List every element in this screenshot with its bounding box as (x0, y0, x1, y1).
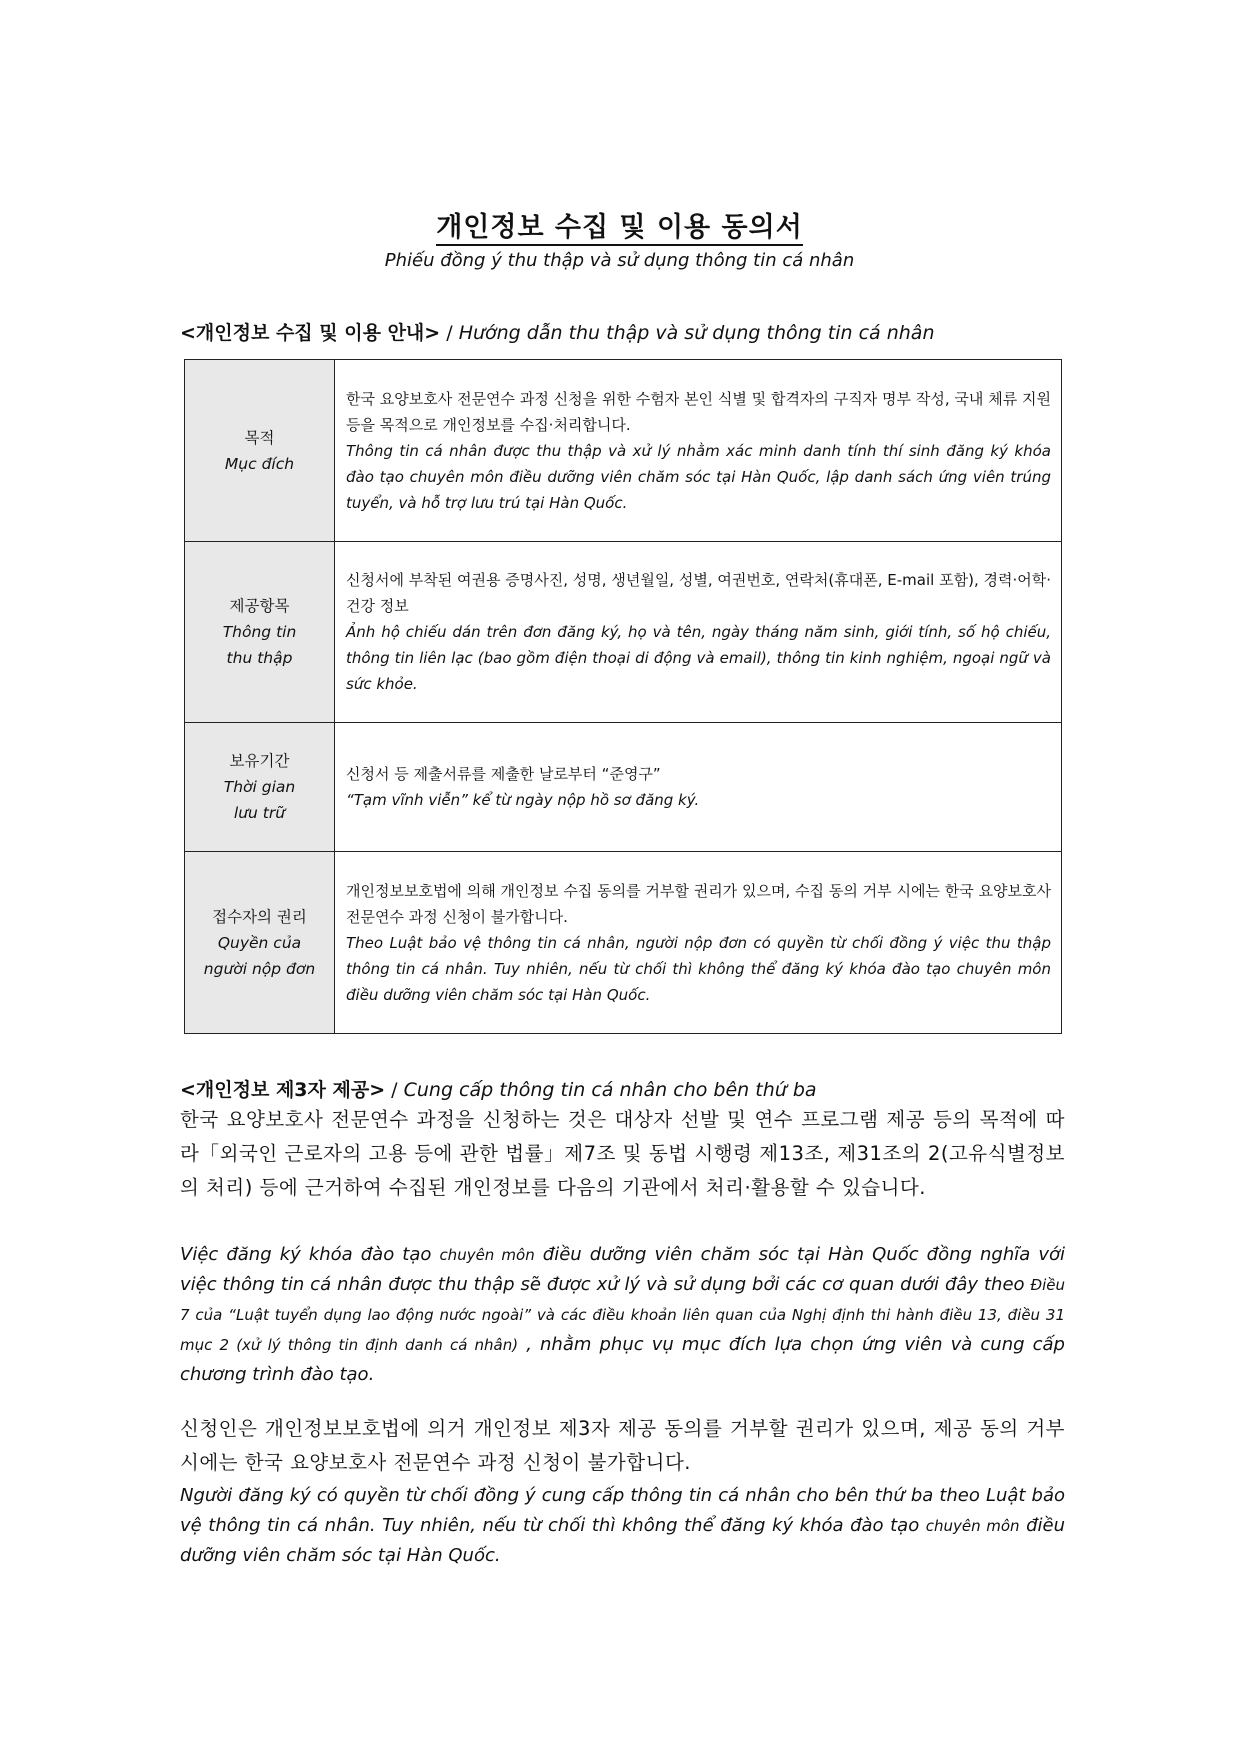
content-ko: 개인정보보호법에 의해 개인정보 수집 동의를 거부할 권리가 있으며, 수집 동의 거부 시에는 한국 요양보호사 전문연수 과정 신청이 불가합니다. (346, 881, 1051, 926)
row-label-retention (185, 723, 335, 852)
para2-vi-part-c: điều dưỡng viên chăm sóc tại Hàn Quốc. (180, 1515, 1066, 1566)
para1-vi-part-c: điều dưỡng viên chăm sóc tại Hàn Quốc đồng nghĩa với việc thông tin cá nhân được thu thập sẽ được xử lý và sử dụng bởi các cơ quan dưới đây theo (180, 1244, 1065, 1295)
row-content-retention (335, 723, 1062, 852)
heading-separator: / (440, 322, 459, 344)
third-party-paragraph-vi (180, 1240, 1065, 1390)
label-vi: Thời gian lưu trữ (223, 778, 296, 822)
document-subtitle: Phiếu đồng ý thu thập và sử dụng thông tin cá nhân (384, 250, 855, 271)
document-title (0, 205, 1239, 244)
section-heading-vi: Hướng dẫn thu thập và sử dụng thông tin cá nhân (458, 322, 935, 344)
label-ko: 제공항목 (229, 597, 290, 615)
row-content-items (335, 542, 1062, 723)
label-vi: Quyền của người nộp đơn (203, 933, 316, 978)
section-heading-vi: Cung cấp thông tin cá nhân cho bên thứ ba (403, 1079, 817, 1101)
section-heading-collection (180, 318, 935, 345)
third-party-paragraph-ko: 한국 요양보호사 전문연수 과정을 신청하는 것은 대상자 선발 및 연수 프로그램 제공 등의 목적에 따라「외국인 근로자의 고용 등에 관한 법률」제7조 및 동법 시행령 제13조, 제31조의 2(고유식별정보의 처리) 등에 근거하여 수집된 개인정보를 다음의 기관에서 처리·활용할 수 있습니다. (180, 1108, 1065, 1199)
label-vi: Thông tin thu thập (222, 623, 297, 667)
label-ko: 목적 (244, 428, 275, 447)
label-ko: 접수자의 권리 (212, 907, 307, 926)
row-content-rights (335, 852, 1062, 1034)
content-ko: 신청서에 부착된 여권용 증명사진, 성명, 생년월일, 성별, 여권번호, 연락처(휴대폰, E-mail 포함), 경력·어학·건강 정보 (346, 571, 1051, 615)
para1-vi-part-d: Điều 7 của “Luật tuyển dụng lao động nước ngoài” và các điều khoản liên quan của Nghị định thi hành điều 13, điều 31 mục 2 (xử lý thông tin định danh cá nhân) (180, 1276, 1065, 1354)
section-heading-ko: <개인정보 수집 및 이용 안내> (180, 322, 441, 344)
content-vi: Ảnh hộ chiếu dán trên đơn đăng ký, họ và tên, ngày tháng năm sinh, giới tính, số hộ chiếu, thông tin liên lạc (bao gồm điện thoại di động và email), thông tin kinh nghiệm, ngoại ngữ và sức khỏe. (346, 623, 1051, 693)
content-vi: “Tạm vĩnh viễn” kể từ ngày nộp hồ sơ đăng ký. (346, 791, 700, 809)
heading-separator: / (385, 1079, 404, 1101)
table-row-rights (185, 852, 1062, 1034)
label-ko: 보유기간 (229, 752, 290, 770)
table-row-items (185, 542, 1062, 723)
para1-vi-part-a: Việc đăng ký khóa đào tạo (180, 1244, 440, 1265)
table-row-purpose (185, 360, 1062, 542)
section-heading-third-party (180, 1075, 817, 1102)
content-ko: 신청서 등 제출서류를 제출한 날로부터 “준영구” (346, 765, 661, 783)
row-label-purpose (185, 360, 335, 542)
section-heading-ko: <개인정보 제3자 제공> (180, 1079, 386, 1101)
row-content-purpose (335, 360, 1062, 542)
content-vi: Theo Luật bảo vệ thông tin cá nhân, người nộp đơn có quyền từ chối đồng ý việc thu thập thông tin cá nhân. Tuy nhiên, nếu từ chối thì không thể đăng ký khóa đào tạo chuyên môn điều dưỡng viên chăm sóc tại Hàn Quốc. (346, 933, 1051, 1004)
content-ko: 한국 요양보호사 전문연수 과정 신청을 위한 수험자 본인 식별 및 합격자의 구직자 명부 작성, 국내 체류 지원 등을 목적으로 개인정보를 수집·처리합니다. (346, 389, 1051, 434)
table-row-retention (185, 723, 1062, 852)
refusal-paragraph-vi (180, 1481, 1065, 1571)
para2-vi-part-b: chuyên môn (925, 1517, 1020, 1535)
para1-vi-part-e: , nhằm phục vụ mục đích lựa chọn ứng viên và cung cấp chương trình đào tạo. (180, 1334, 1065, 1385)
row-label-items (185, 542, 335, 723)
para2-vi-part-a: Người đăng ký có quyền từ chối đồng ý cung cấp thông tin cá nhân cho bên thứ ba theo Luật bảo vệ thông tin cá nhân. Tuy nhiên, nếu từ chối thì không thể đăng ký khóa đào tạo (180, 1485, 1065, 1536)
row-label-rights (185, 852, 335, 1034)
collection-info-table (184, 359, 1062, 1034)
refusal-paragraph-ko: 신청인은 개인정보보호법에 의거 개인정보 제3자 제공 동의를 거부할 권리가 있으며, 제공 동의 거부 시에는 한국 요양보호사 전문연수 과정 신청이 불가합니다. (180, 1417, 1065, 1474)
content-vi: Thông tin cá nhân được thu thập và xử lý nhằm xác minh danh tính thí sinh đăng ký khóa đào tạo chuyên môn điều dưỡng viên chăm sóc tại Hàn Quốc, lập danh sách ứng viên trúng tuyển, và hỗ trợ lưu trú tại Hàn Quốc. (346, 441, 1051, 512)
label-vi: Mục đích (224, 454, 295, 473)
document-title-text: 개인정보 수집 및 이용 동의서 (436, 212, 803, 246)
para1-vi-part-b: chuyên môn (439, 1246, 535, 1264)
